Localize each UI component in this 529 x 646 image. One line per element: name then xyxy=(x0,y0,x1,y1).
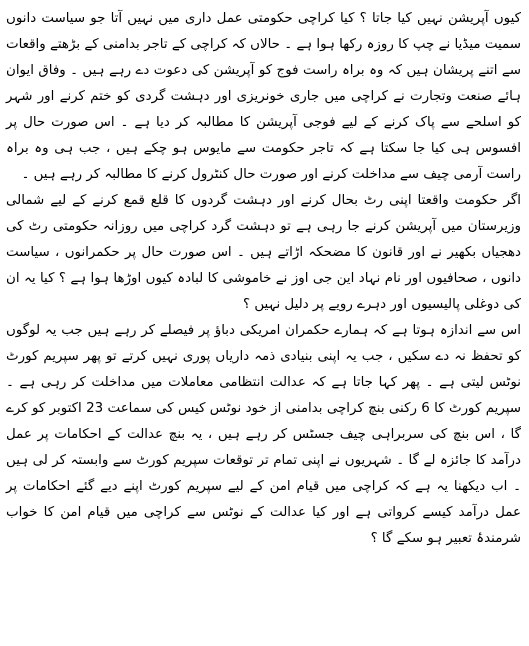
article-paragraph-2: اگر حکومت واقعتا اپنی رٹ بحال کرنے اور دہشت گردوں کا قلع قمع کرنے کے لیے شمالی وزیرستان میں آپریشن کرنے جا رہی ہے تو دہشت گرد کراچی میں روزانہ حکومتی رٹ کی دھجیاں بکھیر نے اور قانون کا مضحکہ اڑاتے ہیں ۔ اس صورت حال پر حکمرانوں ، سیاست دانوں ، صحافیوں اور نام نہاد این جی اوز نے خاموشی کا لبادہ کیوں اوڑھا ہوا ہے ؟ کیا یہ ان کی دوغلی پالیسیوں اور دہرے رویے پر دلیل نہیں ؟ xyxy=(6,193,521,312)
article-paragraph-3: اس سے اندازہ ہوتا ہے کہ ہمارے حکمران امریکی دباؤ پر فیصلے کر رہے ہیں جب یہ لوگوں کو تحفظ نہ دے سکیں ، جب یہ اپنی بنیادی ذمہ داریاں پوری نہیں کرتے تو پھر سپریم کورٹ نوٹس لیتی ہے ۔ پھر کہا جاتا ہے کہ عدالت انتظامی معاملات میں مداخلت کر رہی ہے ۔ سپریم کورٹ کا 6 رکنی بنچ کراچی بدامنی از خود نوٹس کیس کی سماعت 23 اکتوبر کو کرے گا ، اس بنچ کی سربراہی چیف جسٹس کر رہے ہیں ، یہ بنچ عدالت کے احکامات پر عمل درآمد کا جائزہ لے گا ۔ شہریوں نے اپنی تمام تر توقعات سپریم کورٹ سے وابستہ کر لی ہیں ۔ اب دیکھنا یہ ہے کہ کراچی میں قیام امن کے لیے سپریم کورٹ اپنے دیے گئے احکامات پر عمل درآمد کیسے کرواتی ہے اور کیا عدالت کے نوٹس سے کراچی میں قیام امن کا خواب شرمندۂ تعبیر ہو سکے گا ؟ xyxy=(6,323,521,546)
article-body xyxy=(6,6,521,552)
article-paragraph-1: کیوں آپریشن نہیں کیا جاتا ؟ کیا کراچی حکومتی عمل داری میں نہیں آتا جو سیاست دانوں سمیت میڈیا نے چپ کا روزہ رکھا ہوا ہے ۔ حالاں کہ کراچی کے تاجر بدامنی کے بڑھتے واقعات سے اتنے پریشان ہیں کہ وہ براہ راست فوج کو آپریشن کی دعوت دے رہے ہیں ۔ وفاق ایوان ہائے صنعت وتجارت نے کراچی میں جاری خونریزی اور دہشت گردی کو ختم کرنے اور شہر کو اسلحے سے پاک کرنے کے لیے فوجی آپریشن کا مطالبہ کر دیا ہے ۔ اس صورت حال پر افسوس ہی کیا جا سکتا ہے کہ تاجر حکومت سے مایوس ہو چکے ہیں ، جب ہی وہ براہ راست آرمی چیف سے مداخلت کرنے اور صورت حال کنٹرول کرنے کا مطالبہ کر رہے ہیں ۔ xyxy=(6,11,521,182)
